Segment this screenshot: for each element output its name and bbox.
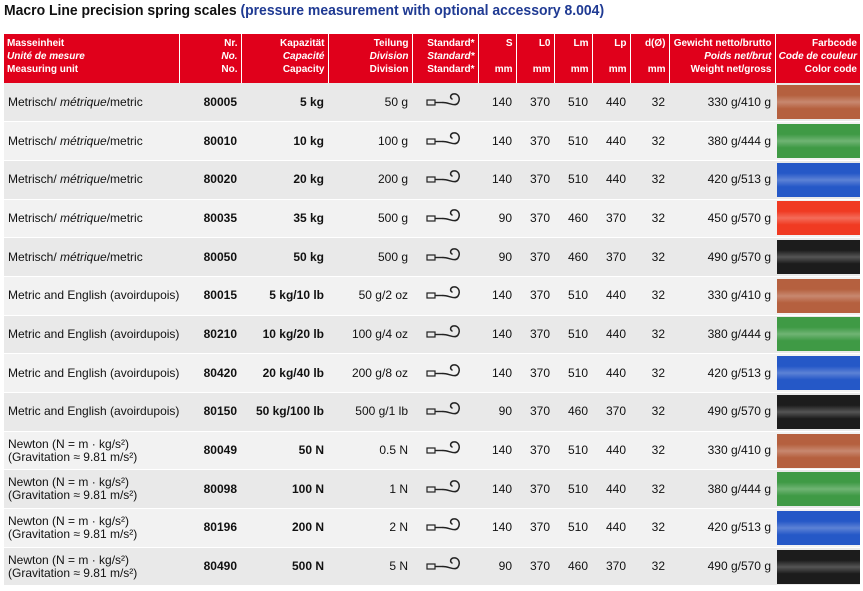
hook-icon	[425, 256, 465, 270]
cell-article-no: 80035	[179, 199, 241, 238]
cell-weight: 490 g/570 g	[669, 393, 775, 432]
cell-weight: 420 g/513 g	[669, 160, 775, 199]
cell-color-code	[775, 393, 860, 432]
hook-icon	[425, 178, 465, 192]
cell-lm: 460	[554, 199, 592, 238]
cell-division: 500 g	[328, 199, 412, 238]
cell-article-no: 80010	[179, 122, 241, 161]
cell-l0: 370	[516, 276, 554, 315]
hook-icon	[425, 217, 465, 231]
cell-diameter: 32	[630, 509, 669, 548]
cell-division: 2 N	[328, 509, 412, 548]
header-capacity: Kapazität Capacité Capacity	[241, 34, 328, 83]
cell-article-no: 80210	[179, 315, 241, 354]
cell-color-code	[775, 238, 860, 277]
table-row	[4, 354, 860, 393]
cell-lm: 460	[554, 238, 592, 277]
color-swatch	[777, 434, 860, 468]
cell-measuring-unit: Metric and English (avoirdupois)	[4, 393, 179, 432]
cell-capacity: 10 kg/20 lb	[241, 315, 328, 354]
cell-article-no: 80150	[179, 393, 241, 432]
cell-s: 140	[478, 354, 516, 393]
cell-division: 200 g	[328, 160, 412, 199]
cell-s: 140	[478, 431, 516, 470]
cell-measuring-unit: Metrisch/ métrique/metric	[4, 122, 179, 161]
color-swatch	[777, 317, 860, 351]
table-row	[4, 393, 860, 432]
cell-s: 140	[478, 315, 516, 354]
cell-weight: 490 g/570 g	[669, 547, 775, 586]
hook-icon	[425, 101, 465, 115]
header-weight: Gewicht netto/brutto Poids net/brut Weight net/gross	[669, 34, 775, 83]
cell-color-code	[775, 199, 860, 238]
cell-diameter: 32	[630, 276, 669, 315]
color-swatch	[777, 163, 860, 197]
cell-lm: 510	[554, 315, 592, 354]
cell-division: 100 g	[328, 122, 412, 161]
cell-lp: 370	[592, 238, 630, 277]
cell-color-code	[775, 470, 860, 509]
cell-article-no: 80020	[179, 160, 241, 199]
cell-weight: 330 g/410 g	[669, 276, 775, 315]
table-row	[4, 431, 860, 470]
hook-icon	[425, 333, 465, 347]
cell-diameter: 32	[630, 547, 669, 586]
header-lm: Lm mm	[554, 34, 592, 83]
cell-measuring-unit: Metrisch/ métrique/metric	[4, 238, 179, 277]
cell-measuring-unit: Newton (N = m · kg/s²) (Gravitation ≈ 9.81 m/s²)	[4, 509, 179, 548]
cell-standard	[412, 509, 478, 548]
cell-article-no: 80420	[179, 354, 241, 393]
cell-capacity: 100 N	[241, 470, 328, 509]
cell-division: 1 N	[328, 470, 412, 509]
cell-color-code	[775, 276, 860, 315]
cell-color-code	[775, 509, 860, 548]
hook-icon	[425, 449, 465, 463]
cell-standard	[412, 393, 478, 432]
cell-division: 50 g	[328, 83, 412, 122]
hook-icon	[425, 488, 465, 502]
cell-weight: 380 g/444 g	[669, 470, 775, 509]
cell-measuring-unit: Newton (N = m · kg/s²) (Gravitation ≈ 9.81 m/s²)	[4, 431, 179, 470]
table-row	[4, 160, 860, 199]
cell-l0: 370	[516, 547, 554, 586]
cell-capacity: 50 kg	[241, 238, 328, 277]
table-header-row	[4, 34, 860, 83]
table-row	[4, 276, 860, 315]
cell-l0: 370	[516, 509, 554, 548]
cell-weight: 330 g/410 g	[669, 431, 775, 470]
cell-lm: 510	[554, 160, 592, 199]
cell-measuring-unit: Newton (N = m · kg/s²) (Gravitation ≈ 9.81 m/s²)	[4, 547, 179, 586]
table-row	[4, 122, 860, 161]
cell-lm: 510	[554, 83, 592, 122]
table-row	[4, 199, 860, 238]
cell-standard	[412, 547, 478, 586]
cell-standard	[412, 160, 478, 199]
cell-s: 140	[478, 83, 516, 122]
cell-weight: 450 g/570 g	[669, 199, 775, 238]
cell-weight: 490 g/570 g	[669, 238, 775, 277]
cell-s: 140	[478, 122, 516, 161]
cell-weight: 380 g/444 g	[669, 122, 775, 161]
table-row	[4, 238, 860, 277]
cell-article-no: 80098	[179, 470, 241, 509]
cell-weight: 380 g/444 g	[669, 315, 775, 354]
cell-lp: 370	[592, 547, 630, 586]
cell-color-code	[775, 83, 860, 122]
cell-s: 140	[478, 160, 516, 199]
color-swatch	[777, 356, 860, 390]
color-swatch	[777, 279, 860, 313]
cell-standard	[412, 431, 478, 470]
cell-capacity: 35 kg	[241, 199, 328, 238]
hook-icon	[425, 565, 465, 579]
color-swatch	[777, 124, 860, 158]
cell-division: 5 N	[328, 547, 412, 586]
cell-standard	[412, 470, 478, 509]
cell-diameter: 32	[630, 431, 669, 470]
cell-s: 140	[478, 470, 516, 509]
cell-lm: 460	[554, 393, 592, 432]
cell-article-no: 80490	[179, 547, 241, 586]
color-swatch	[777, 472, 860, 506]
table-row	[4, 83, 860, 122]
cell-article-no: 80196	[179, 509, 241, 548]
cell-s: 90	[478, 238, 516, 277]
cell-standard	[412, 354, 478, 393]
color-swatch	[777, 240, 860, 274]
cell-lp: 440	[592, 160, 630, 199]
cell-standard	[412, 83, 478, 122]
cell-s: 140	[478, 509, 516, 548]
header-standard: Standard* Standard* Standard*	[412, 34, 478, 83]
cell-measuring-unit: Newton (N = m · kg/s²) (Gravitation ≈ 9.81 m/s²)	[4, 470, 179, 509]
color-swatch	[777, 85, 860, 119]
cell-capacity: 50 N	[241, 431, 328, 470]
cell-division: 50 g/2 oz	[328, 276, 412, 315]
cell-lp: 440	[592, 276, 630, 315]
cell-l0: 370	[516, 431, 554, 470]
color-swatch	[777, 550, 860, 584]
cell-measuring-unit: Metrisch/ métrique/metric	[4, 83, 179, 122]
cell-capacity: 20 kg/40 lb	[241, 354, 328, 393]
cell-l0: 370	[516, 470, 554, 509]
header-l0: L0 mm	[516, 34, 554, 83]
cell-article-no: 80015	[179, 276, 241, 315]
color-swatch	[777, 201, 860, 235]
cell-weight: 330 g/410 g	[669, 83, 775, 122]
cell-lp: 370	[592, 393, 630, 432]
page-title	[4, 2, 604, 26]
cell-capacity: 50 kg/100 lb	[241, 393, 328, 432]
cell-lm: 510	[554, 431, 592, 470]
color-swatch	[777, 395, 860, 429]
cell-l0: 370	[516, 315, 554, 354]
cell-l0: 370	[516, 160, 554, 199]
cell-lm: 460	[554, 547, 592, 586]
cell-measuring-unit: Metric and English (avoirdupois)	[4, 354, 179, 393]
table-row	[4, 547, 860, 586]
cell-lm: 510	[554, 276, 592, 315]
spring-scales-table	[4, 34, 860, 586]
cell-diameter: 32	[630, 354, 669, 393]
cell-division: 0.5 N	[328, 431, 412, 470]
cell-article-no: 80049	[179, 431, 241, 470]
cell-s: 90	[478, 393, 516, 432]
cell-division: 500 g/1 lb	[328, 393, 412, 432]
cell-lm: 510	[554, 354, 592, 393]
cell-capacity: 5 kg	[241, 83, 328, 122]
cell-article-no: 80005	[179, 83, 241, 122]
cell-lp: 370	[592, 199, 630, 238]
header-no: Nr. No. No.	[179, 34, 241, 83]
header-unit: Masseinheit Unité de mesure Measuring unit	[4, 34, 179, 83]
cell-color-code	[775, 354, 860, 393]
title-main: Macro Line precision spring scales	[4, 2, 237, 19]
cell-l0: 370	[516, 238, 554, 277]
cell-capacity: 20 kg	[241, 160, 328, 199]
cell-lp: 440	[592, 354, 630, 393]
cell-diameter: 32	[630, 315, 669, 354]
cell-measuring-unit: Metrisch/ métrique/metric	[4, 160, 179, 199]
cell-diameter: 32	[630, 83, 669, 122]
cell-diameter: 32	[630, 393, 669, 432]
table-row	[4, 509, 860, 548]
cell-l0: 370	[516, 122, 554, 161]
cell-division: 500 g	[328, 238, 412, 277]
cell-lp: 440	[592, 122, 630, 161]
cell-lm: 510	[554, 509, 592, 548]
cell-s: 140	[478, 276, 516, 315]
header-lp: Lp mm	[592, 34, 630, 83]
cell-color-code	[775, 547, 860, 586]
cell-s: 90	[478, 199, 516, 238]
title-subtitle: (pressure measurement with optional accessory 8.004)	[240, 2, 605, 19]
cell-division: 100 g/4 oz	[328, 315, 412, 354]
cell-capacity: 200 N	[241, 509, 328, 548]
cell-article-no: 80050	[179, 238, 241, 277]
cell-lm: 510	[554, 470, 592, 509]
cell-lm: 510	[554, 122, 592, 161]
cell-diameter: 32	[630, 160, 669, 199]
cell-diameter: 32	[630, 238, 669, 277]
cell-capacity: 5 kg/10 lb	[241, 276, 328, 315]
cell-color-code	[775, 315, 860, 354]
cell-lp: 440	[592, 315, 630, 354]
hook-icon	[425, 526, 465, 540]
cell-standard	[412, 199, 478, 238]
cell-diameter: 32	[630, 122, 669, 161]
cell-standard	[412, 315, 478, 354]
table-row	[4, 315, 860, 354]
cell-lp: 440	[592, 431, 630, 470]
cell-division: 200 g/8 oz	[328, 354, 412, 393]
header-diameter: d(Ø) mm	[630, 34, 669, 83]
header-s: S mm	[478, 34, 516, 83]
cell-measuring-unit: Metrisch/ métrique/metric	[4, 199, 179, 238]
header-color: Farbcode Code de couleur Color code	[775, 34, 860, 83]
cell-standard	[412, 276, 478, 315]
cell-standard	[412, 238, 478, 277]
hook-icon	[425, 294, 465, 308]
cell-diameter: 32	[630, 199, 669, 238]
cell-color-code	[775, 431, 860, 470]
cell-capacity: 10 kg	[241, 122, 328, 161]
cell-diameter: 32	[630, 470, 669, 509]
cell-lp: 440	[592, 509, 630, 548]
cell-l0: 370	[516, 393, 554, 432]
cell-measuring-unit: Metric and English (avoirdupois)	[4, 315, 179, 354]
cell-color-code	[775, 160, 860, 199]
cell-weight: 420 g/513 g	[669, 354, 775, 393]
cell-l0: 370	[516, 354, 554, 393]
cell-capacity: 500 N	[241, 547, 328, 586]
cell-weight: 420 g/513 g	[669, 509, 775, 548]
cell-s: 90	[478, 547, 516, 586]
cell-l0: 370	[516, 83, 554, 122]
header-division: Teilung Division Division	[328, 34, 412, 83]
color-swatch	[777, 511, 860, 545]
cell-color-code	[775, 122, 860, 161]
hook-icon	[425, 410, 465, 424]
hook-icon	[425, 372, 465, 386]
cell-measuring-unit: Metric and English (avoirdupois)	[4, 276, 179, 315]
table-row	[4, 470, 860, 509]
cell-l0: 370	[516, 199, 554, 238]
hook-icon	[425, 140, 465, 154]
cell-lp: 440	[592, 83, 630, 122]
cell-standard	[412, 122, 478, 161]
cell-lp: 440	[592, 470, 630, 509]
